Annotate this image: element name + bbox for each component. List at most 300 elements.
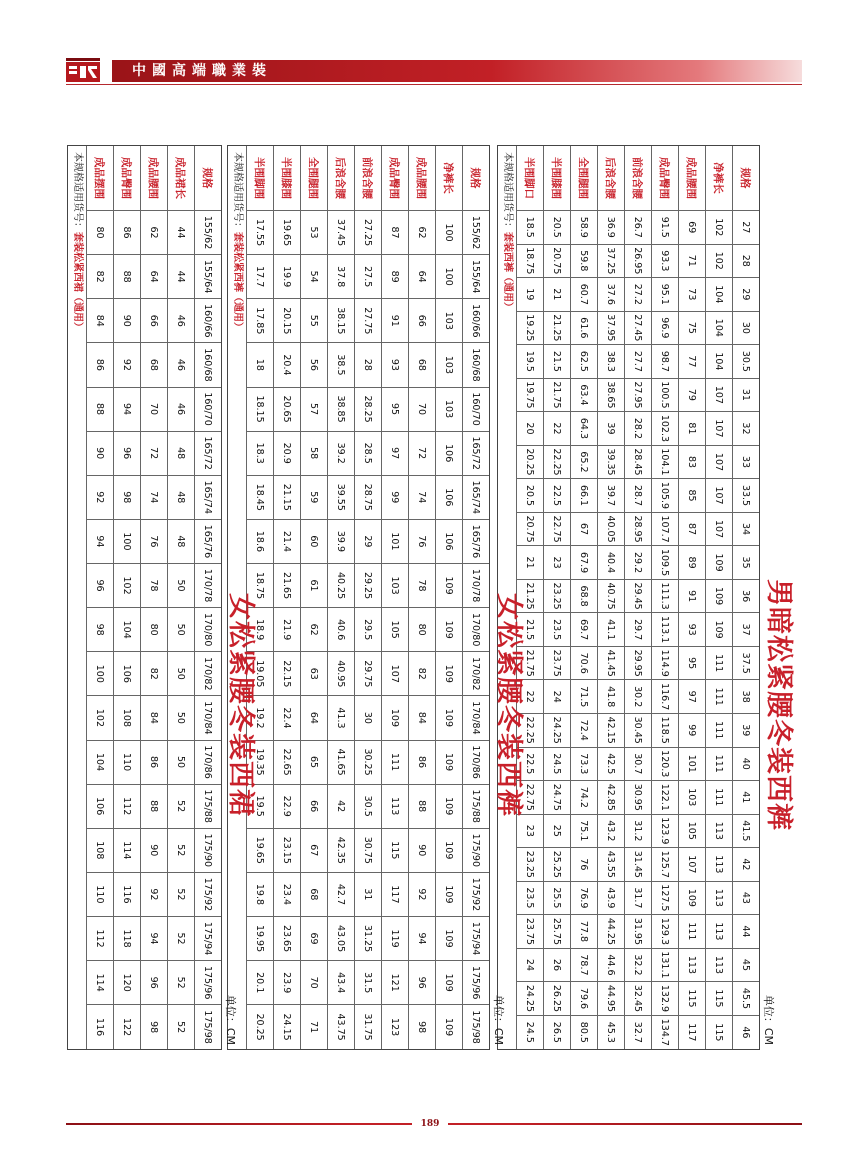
table-cell: 125.7 [652,848,679,882]
table-cell: 111.3 [652,579,679,613]
table-cell: 20.25 [247,1005,274,1049]
table-cell: 63 [301,652,328,696]
table-cell: 18.6 [247,519,274,563]
table-cell: 23.75 [544,646,571,680]
table-cell: 22.5 [544,479,571,513]
table-cell: 26 [544,948,571,982]
table-cell: 25.5 [544,881,571,915]
table-cell: 109 [706,579,733,613]
table-cell: 52 [168,872,195,916]
table-row [706,146,733,1049]
table-cell: 20.4 [274,343,301,387]
table-row [195,146,222,1049]
table-cell: 68 [301,872,328,916]
table-cell: 45 [733,948,760,982]
table-cell: 68.8 [571,579,598,613]
table-cell: 43.05 [328,917,355,961]
table-cell: 27.25 [355,211,382,255]
table-cell: 60 [301,519,328,563]
table-cell: 21.75 [544,378,571,412]
table-cell: 71.5 [571,680,598,714]
table-cell: 18.5 [517,211,544,245]
row-label: 后浪含腰 [598,146,625,211]
table-cell: 122 [114,1005,141,1049]
table-cell: 35 [733,546,760,580]
table-cell: 93 [679,613,706,647]
table-cell: 106 [114,652,141,696]
table-cell: 175/88 [195,784,222,828]
table-cell: 109 [679,881,706,915]
table-cell: 88 [409,784,436,828]
table-cell: 170/84 [463,696,490,740]
table-cell: 46 [168,387,195,431]
table-cell: 37.6 [598,278,625,312]
brand-title: 中國高端職業裝 [132,63,272,79]
table-cell: 29.5 [355,608,382,652]
table-cell: 63.4 [571,378,598,412]
table-cell: 110 [114,740,141,784]
table-cell: 20.9 [274,431,301,475]
table-cell: 22.25 [544,445,571,479]
table-cell: 20.5 [517,479,544,513]
table-cell: 41.45 [598,646,625,680]
table-cell: 155/64 [463,255,490,299]
table-cell: 28.5 [355,431,382,475]
table-cell: 109 [436,564,463,608]
table-row [382,146,409,1049]
size-table-box [227,145,490,1050]
table-cell: 24.75 [544,781,571,815]
table-cell: 36 [733,579,760,613]
table-cell: 32.7 [625,1015,652,1049]
table-cell: 40.25 [328,564,355,608]
row-label: 净裤长 [706,146,733,211]
table-cell: 117 [382,872,409,916]
table-cell: 43.4 [328,961,355,1005]
table-cell: 170/78 [463,564,490,608]
table-cell: 21.75 [517,646,544,680]
table-cell: 71 [679,244,706,278]
table-cell: 118.5 [652,713,679,747]
table-cell: 21.65 [274,564,301,608]
table-cell: 38.85 [328,387,355,431]
table-cell: 165/76 [463,519,490,563]
table-cell: 103 [436,387,463,431]
table-cell: 18.3 [247,431,274,475]
table-cell: 23.25 [544,579,571,613]
table-cell: 98.7 [652,345,679,379]
table-cell: 175/90 [195,828,222,872]
table-cell: 75.1 [571,814,598,848]
table-cell: 84 [87,299,114,343]
table-cell: 109 [382,696,409,740]
table-cell: 48 [168,519,195,563]
table-cell: 66 [409,299,436,343]
table-row [625,146,652,1049]
row-label: 成品臀围 [382,146,409,211]
table-cell: 92 [114,343,141,387]
table-cell: 39.7 [598,479,625,513]
table-cell: 91 [382,299,409,343]
row-label: 全围腿围 [571,146,598,211]
table-cell: 113 [706,915,733,949]
table-cell: 20.5 [544,211,571,245]
table-cell: 39.9 [328,519,355,563]
table-cell: 116 [87,1005,114,1049]
table-cell: 22.75 [517,781,544,815]
table-cell: 23.5 [517,881,544,915]
table-cell: 33.5 [733,479,760,513]
table-cell: 80 [141,608,168,652]
table-cell: 106 [87,784,114,828]
table-cell: 104 [114,608,141,652]
table-cell: 175/94 [195,917,222,961]
table-cell: 86 [141,740,168,784]
brand-logo-icon [66,58,100,82]
table-cell: 114 [87,961,114,1005]
table-cell: 27 [733,211,760,245]
table-cell: 69 [679,211,706,245]
table-cell: 109 [436,828,463,872]
row-label: 半围膝围 [544,146,571,211]
table-cell: 20.65 [274,387,301,431]
row-label: 成品腰围 [409,146,436,211]
table-cell: 42 [328,784,355,828]
row-label: 全围腿围 [301,146,328,211]
table-cell: 78 [409,564,436,608]
table-cell: 80 [409,608,436,652]
table-cell: 77 [679,345,706,379]
table-cell: 24.5 [517,1015,544,1049]
table-cell: 17.7 [247,255,274,299]
table-cell: 44 [168,211,195,255]
table-cell: 131.1 [652,948,679,982]
table-cell: 21.5 [544,345,571,379]
table-cell: 175/98 [195,1005,222,1049]
table-cell: 108 [87,828,114,872]
table-cell: 27.7 [625,345,652,379]
table-cell: 79.6 [571,982,598,1016]
note-label: 本规格适用货号： [72,152,83,232]
table-cell: 94 [409,917,436,961]
table-cell: 170/86 [195,740,222,784]
table-cell: 37.25 [598,244,625,278]
table-cell: 109 [436,961,463,1005]
table-cell: 165/74 [195,475,222,519]
table-cell: 19.05 [247,652,274,696]
table-cell: 170/82 [463,652,490,696]
table-cell: 98 [141,1005,168,1049]
table-cell: 165/74 [463,475,490,519]
table-cell: 175/90 [463,828,490,872]
table-cell: 90 [141,828,168,872]
table-cell: 19.95 [247,917,274,961]
table-cell: 111 [706,713,733,747]
table-cell: 129.3 [652,915,679,949]
table-cell: 42.5 [598,747,625,781]
table-cell: 23.5 [544,613,571,647]
table-cell: 55 [301,299,328,343]
table-cell: 61.6 [571,311,598,345]
table-cell: 18.9 [247,608,274,652]
table-cell: 115 [706,1015,733,1049]
table-cell: 107 [382,652,409,696]
row-label: 净裤长 [436,146,463,211]
table-cell: 25 [544,814,571,848]
table-cell: 24 [544,680,571,714]
table-cell: 42.7 [328,872,355,916]
table-cell: 96 [87,564,114,608]
table-cell: 28.2 [625,412,652,446]
table-cell: 45.5 [733,982,760,1016]
table-cell: 31.95 [625,915,652,949]
table-cell: 38 [733,680,760,714]
table-cell: 155/62 [195,211,222,255]
table-cell: 46 [733,1015,760,1049]
table-cell: 103 [436,343,463,387]
note-value: 套装松紧西裤（通用） [232,232,243,332]
table-cell: 101 [679,747,706,781]
table-cell: 21 [517,546,544,580]
table-cell: 26.5 [544,1015,571,1049]
table-cell: 105 [382,608,409,652]
table-cell: 61 [301,564,328,608]
table-cell: 160/68 [195,343,222,387]
table-cell: 60.7 [571,278,598,312]
table-row [679,146,706,1049]
size-table [516,146,759,1049]
table-cell: 127.5 [652,881,679,915]
table-cell: 107 [706,378,733,412]
table-cell: 24.25 [517,982,544,1016]
table-cell: 165/72 [195,431,222,475]
table-cell: 40.6 [328,608,355,652]
table-cell: 27.5 [355,255,382,299]
table-cell: 72 [141,431,168,475]
table-cell: 88 [114,255,141,299]
table-cell: 37.8 [328,255,355,299]
row-label: 半围脚口 [517,146,544,211]
table-cell: 22.5 [517,747,544,781]
table-cell: 89 [382,255,409,299]
table-cell: 31.5 [355,961,382,1005]
table-cell: 66.1 [571,479,598,513]
row-label: 后浪含腰 [328,146,355,211]
table-cell: 93 [382,343,409,387]
table-cell: 17.85 [247,299,274,343]
table-cell: 62 [301,608,328,652]
table-cell: 92 [141,872,168,916]
table-cell: 29.75 [355,652,382,696]
table-cell: 32.2 [625,948,652,982]
table-cell: 62.5 [571,345,598,379]
table-cell: 43.2 [598,814,625,848]
table-cell: 62 [141,211,168,255]
table-cell: 18.45 [247,475,274,519]
table-title: 女松紧腰冬装西裤 [493,593,524,817]
table-cell: 92 [87,475,114,519]
row-label: 规格 [463,146,490,211]
table-cell: 106 [436,475,463,519]
table-cell: 100.5 [652,378,679,412]
table-cell: 19.65 [274,211,301,255]
table-cell: 22.4 [274,696,301,740]
table-cell: 40.05 [598,512,625,546]
table-cell: 73 [679,278,706,312]
table-cell: 102 [114,564,141,608]
table-cell: 98 [409,1005,436,1049]
table-cell: 53 [301,211,328,255]
table-cell: 29.7 [625,613,652,647]
table-cell: 100 [114,519,141,563]
table-cell: 160/66 [195,299,222,343]
table-cell: 56 [301,343,328,387]
table-cell: 37.45 [328,211,355,255]
table-row [652,146,679,1049]
table-cell: 39.2 [328,431,355,475]
table-cell: 21.5 [517,613,544,647]
table-cell: 29 [733,278,760,312]
row-label: 规格 [733,146,760,211]
table-cell: 29.95 [625,646,652,680]
size-table-box [67,145,222,1050]
table-cell: 36.9 [598,211,625,245]
table-row [355,146,382,1049]
table-cell: 37.95 [598,311,625,345]
note-label: 本规格适用货号： [502,152,513,232]
table-cell: 62 [409,211,436,255]
table-cell: 68 [409,343,436,387]
table-cell: 74 [409,475,436,519]
table-cell: 74 [141,475,168,519]
table-cell: 50 [168,696,195,740]
table-cell: 90 [114,299,141,343]
table-cell: 52 [168,1005,195,1049]
table-cell: 84 [141,696,168,740]
table-cell: 28.7 [625,479,652,513]
table-cell: 109 [436,652,463,696]
table-cell: 165/72 [463,431,490,475]
table-row [301,146,328,1049]
table-cell: 110 [87,872,114,916]
table-cell: 52 [168,917,195,961]
table-cell: 65 [301,740,328,784]
table-cell: 58 [301,431,328,475]
table-cell: 25.75 [544,915,571,949]
table-cell: 165/76 [195,519,222,563]
table-cell: 50 [168,652,195,696]
table-cell: 19 [517,278,544,312]
table-cell: 92 [409,872,436,916]
table-cell: 45.3 [598,1015,625,1049]
table-cell: 119 [382,917,409,961]
table-cell: 28.95 [625,512,652,546]
table-cell: 42.85 [598,781,625,815]
table-cell: 76 [571,848,598,882]
table-cell: 32 [733,412,760,446]
table-cell: 175/88 [463,784,490,828]
table-cell: 27.2 [625,278,652,312]
table-cell: 22.15 [274,652,301,696]
table-cell: 105 [679,814,706,848]
table-cell: 19.8 [247,872,274,916]
table-cell: 87 [679,512,706,546]
table-cell: 21.4 [274,519,301,563]
table-cell: 170/80 [463,608,490,652]
table-cell: 48 [168,475,195,519]
table-cell: 114 [114,828,141,872]
table-cell: 102 [706,211,733,245]
table-cell: 111 [706,646,733,680]
table-cell: 64 [409,255,436,299]
table-cell: 19.75 [517,378,544,412]
table-cell: 79 [679,378,706,412]
table-cell: 18.75 [247,564,274,608]
table-cell: 50 [168,608,195,652]
table-group-women-trousers [230,145,530,1050]
table-cell: 22 [544,412,571,446]
note-value: 套装松紧西裙（通用） [72,232,83,332]
table-cell: 19.65 [247,828,274,872]
table-cell: 52 [168,961,195,1005]
table-cell: 44.25 [598,915,625,949]
table-cell: 30.7 [625,747,652,781]
table-cell: 44 [733,915,760,949]
table-cell: 38.3 [598,345,625,379]
table-cell: 29.45 [625,579,652,613]
table-cell: 26.25 [544,982,571,1016]
table-cell: 70.6 [571,646,598,680]
table-cell: 99 [382,475,409,519]
table-cell: 40.75 [598,579,625,613]
note-label: 本规格适用货号： [232,152,243,232]
table-cell: 102 [87,696,114,740]
table-cell: 43.55 [598,848,625,882]
table-cell: 93.3 [652,244,679,278]
table-cell: 113.1 [652,613,679,647]
table-cell: 82 [409,652,436,696]
note-value: 套装西裤（通用） [502,232,513,312]
table-cell: 23.65 [274,917,301,961]
table-cell: 81 [679,412,706,446]
table-cell: 23.9 [274,961,301,1005]
table-cell: 26.95 [625,244,652,278]
table-cell: 23.4 [274,872,301,916]
table-cell: 85 [679,479,706,513]
table-cell: 111 [706,747,733,781]
table-cell: 39.55 [328,475,355,519]
table-note [68,146,86,1049]
table-cell: 109.5 [652,546,679,580]
table-cell: 104 [706,345,733,379]
table-cell: 170/80 [195,608,222,652]
table-group-women-skirt [0,145,262,1050]
table-cell: 42 [733,848,760,882]
table-cell: 107 [706,479,733,513]
table-cell: 59.8 [571,244,598,278]
table-cell: 107 [706,412,733,446]
table-cell: 89 [679,546,706,580]
table-cell: 20 [517,412,544,446]
table-cell: 107 [706,445,733,479]
table-cell: 82 [87,255,114,299]
table-cell: 42.35 [328,828,355,872]
table-cell: 95.1 [652,278,679,312]
table-row [598,146,625,1049]
table-cell: 80 [87,211,114,255]
table-cell: 88 [87,387,114,431]
table-cell: 86 [409,740,436,784]
